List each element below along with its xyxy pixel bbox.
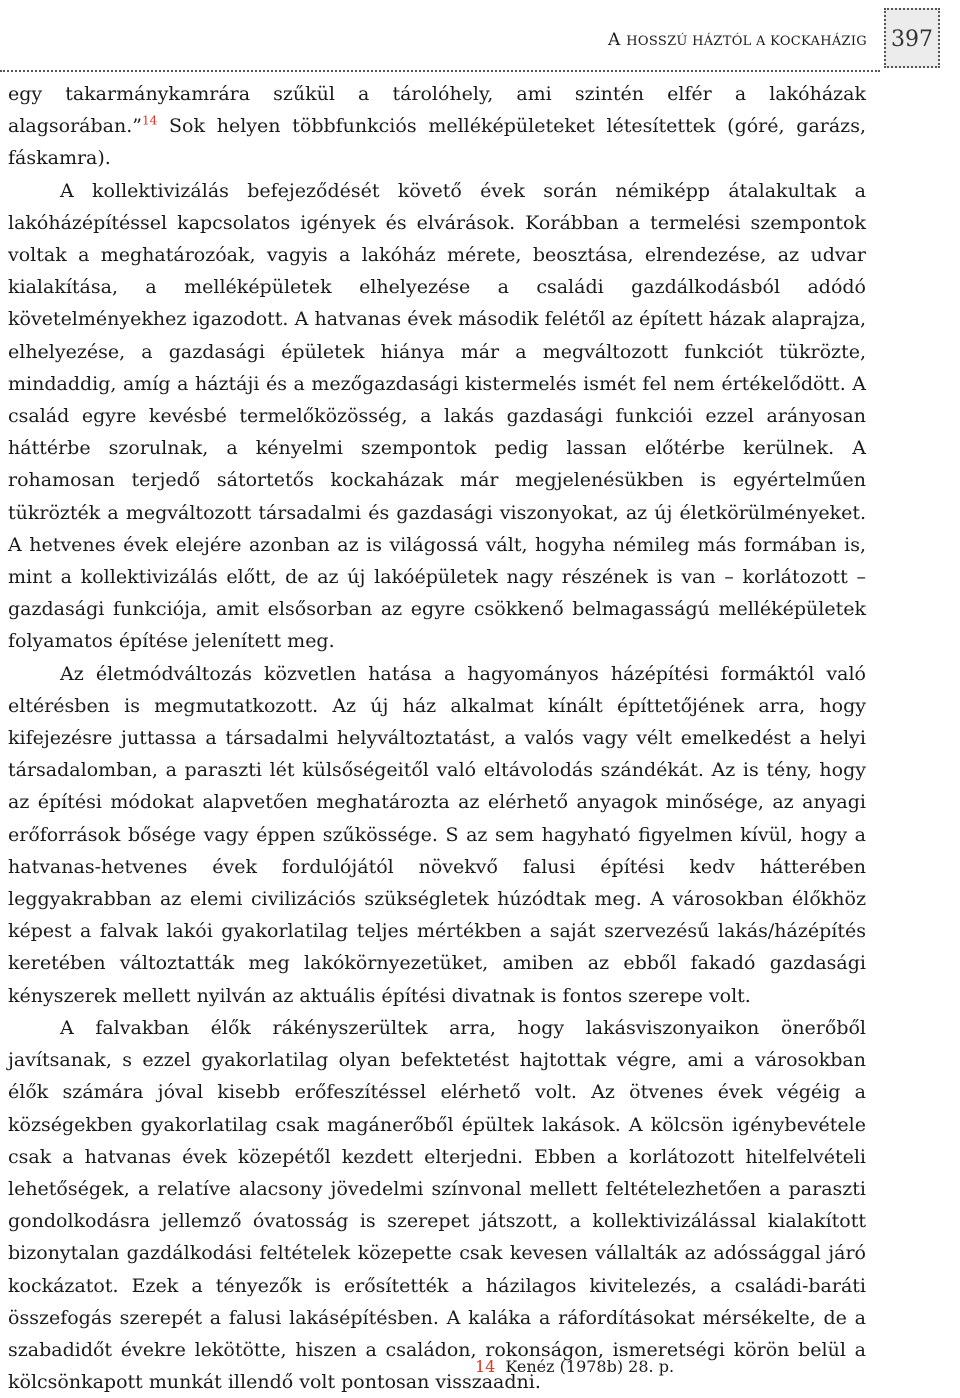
- footnote: [475, 1357, 674, 1376]
- paragraph-1: [8, 78, 866, 175]
- running-title-prefix: A: [608, 30, 621, 50]
- footnote-number: 14: [475, 1357, 496, 1376]
- body-text: [8, 78, 866, 1398]
- paragraph-1-text-b: Sok helyen többfunkciós melléképületeket létesítettek (góré, garázs, fáskamra).: [8, 115, 866, 170]
- footnote-text: Kenéz (1978b) 28. p.: [505, 1357, 675, 1376]
- footnote-reference[interactable]: 14: [141, 113, 158, 128]
- page-number-box: [884, 8, 940, 68]
- paragraph-4: A falvakban élők rákényszerültek arra, hogy lakásviszonyaikon önerőből javítsanak, s ezzel gyakorlatilag olyan befektetést hajtottak végre, ami a városokban élők számára jóval kisebb erőfeszítéssel elérhető volt. Az ötvenes évek végéig a községekben gyakorlatilag csak magánerőből épültek lakások. A kölcsön igénybevétele csak a hatvanas évek közepétől kezdett elterjedni. Ebben a korlátozott hitelfelvételi lehetőségek, a relatíve alacsony jövedelmi színvonal mellett feltételezhetően a paraszti gondolkodásra jellemző óvatosság is szerepet játszott, a kollektivizálással kialakított bizonytalan gazdálkodási feltételek közepette csak kevesen vállalták az adóssággal járó kockázatot. Ezek a tényezők is erősítették a házilagos kivitelezés, a családi-baráti összefogás szerepét a falusi lakásépítésben. A kaláka a ráfordításokat mérsékelte, de a szabadidőt évekre lekötötte, hiszen a családon, rokonságon, ismeretségi körön belül a kölcsönkapott munkát illendő volt pontosan visszaadni.: [8, 1016, 866, 1394]
- paragraph-1-text-a: egy takarmánykamrára szűkül a tárolóhely, ami szintén elfér a lakóházak alagsorában.”: [8, 83, 866, 138]
- running-title: [608, 30, 867, 50]
- paragraph-3: Az életmódváltozás közvetlen hatása a hagyományos házépítési formáktól való eltérésben is megmutatkozott. Az új ház alkalmat kínált építtetőjének arra, hogy kifejezésre juttassa a társadalmi helyváltoztatást, a valós vagy vélt emelkedést a helyi társadalomban, a paraszti lét külsőségeitől való eltávolodás szándékát. Az is tény, hogy az építési módokat alapvetően meghatározta az elérhető anyagok minősége, az anyagi erőforrások bősége vagy éppen szűkössége. S az sem hagyható figyelmen kívül, hogy a hatvanas-hetvenes évek fordulójától növekvő falusi építési kedv hátterében leggyakrabban az elemi civilizációs szükségletek húzódtak meg. A városokban élőkhöz képest a falvak lakói gyakorlatilag teljes mértékben a saját szervezésű lakás/házépítés keretében változtatták meg lakókörnyezetüket, amiben az ebből fakadó gazdasági kényszerek mellett nyilván az aktuális építési divatnak is fontos szerepe volt.: [8, 662, 866, 1007]
- running-title-rest: HOSSZÚ HÁZTÓL A KOCKAHÁZIG: [626, 34, 867, 49]
- paragraph-2: A kollektivizálás befejeződését követő évek során némiképp átalakultak a lakóházépítéssel kapcsolatos igények és elvárások. Korábban a termelési szempontok voltak a meghatározóak, vagyis a lakóház mérete, beosztása, elrendezése, az udvar kialakítása, a melléképületek elhelyezése a családi gazdálkodásból adódó követelményekhez igazodott. A hatvanas évek második felétől az épített házak alaprajza, elhelyezése, a gazdasági épületek hiánya már a megváltozott funkciót tükrözte, mindaddig, amíg a háztáji és a mezőgazdasági kistermelés ismét fel nem értékelődött. A család egyre kevésbé termelőközösség, a lakás gazdasági funkciói ezzel arányosan háttérbe szorulnak, a kényelmi szempontok pedig lassan előtérbe kerülnek. A rohamosan terjedő sátortetős kockaházak már megjelenésükben is egyértelműen tükrözték a megváltozott társadalmi és gazdasági viszonyokat, az új életkörülményeket. A hetvenes évek elejére azonban az is világossá vált, hogyha némileg más formában is, mint a kollektivizálás előtt, de az új lakóépületek nagy részének is van – korlátozott – gazdasági funkciója, amit elsősorban az egyre csökkenő belmagasságú melléképületek folyamatos építése jelenített meg.: [8, 179, 866, 653]
- page-number: 397: [891, 27, 933, 52]
- header-rule: [0, 70, 880, 72]
- page-header: [0, 0, 960, 76]
